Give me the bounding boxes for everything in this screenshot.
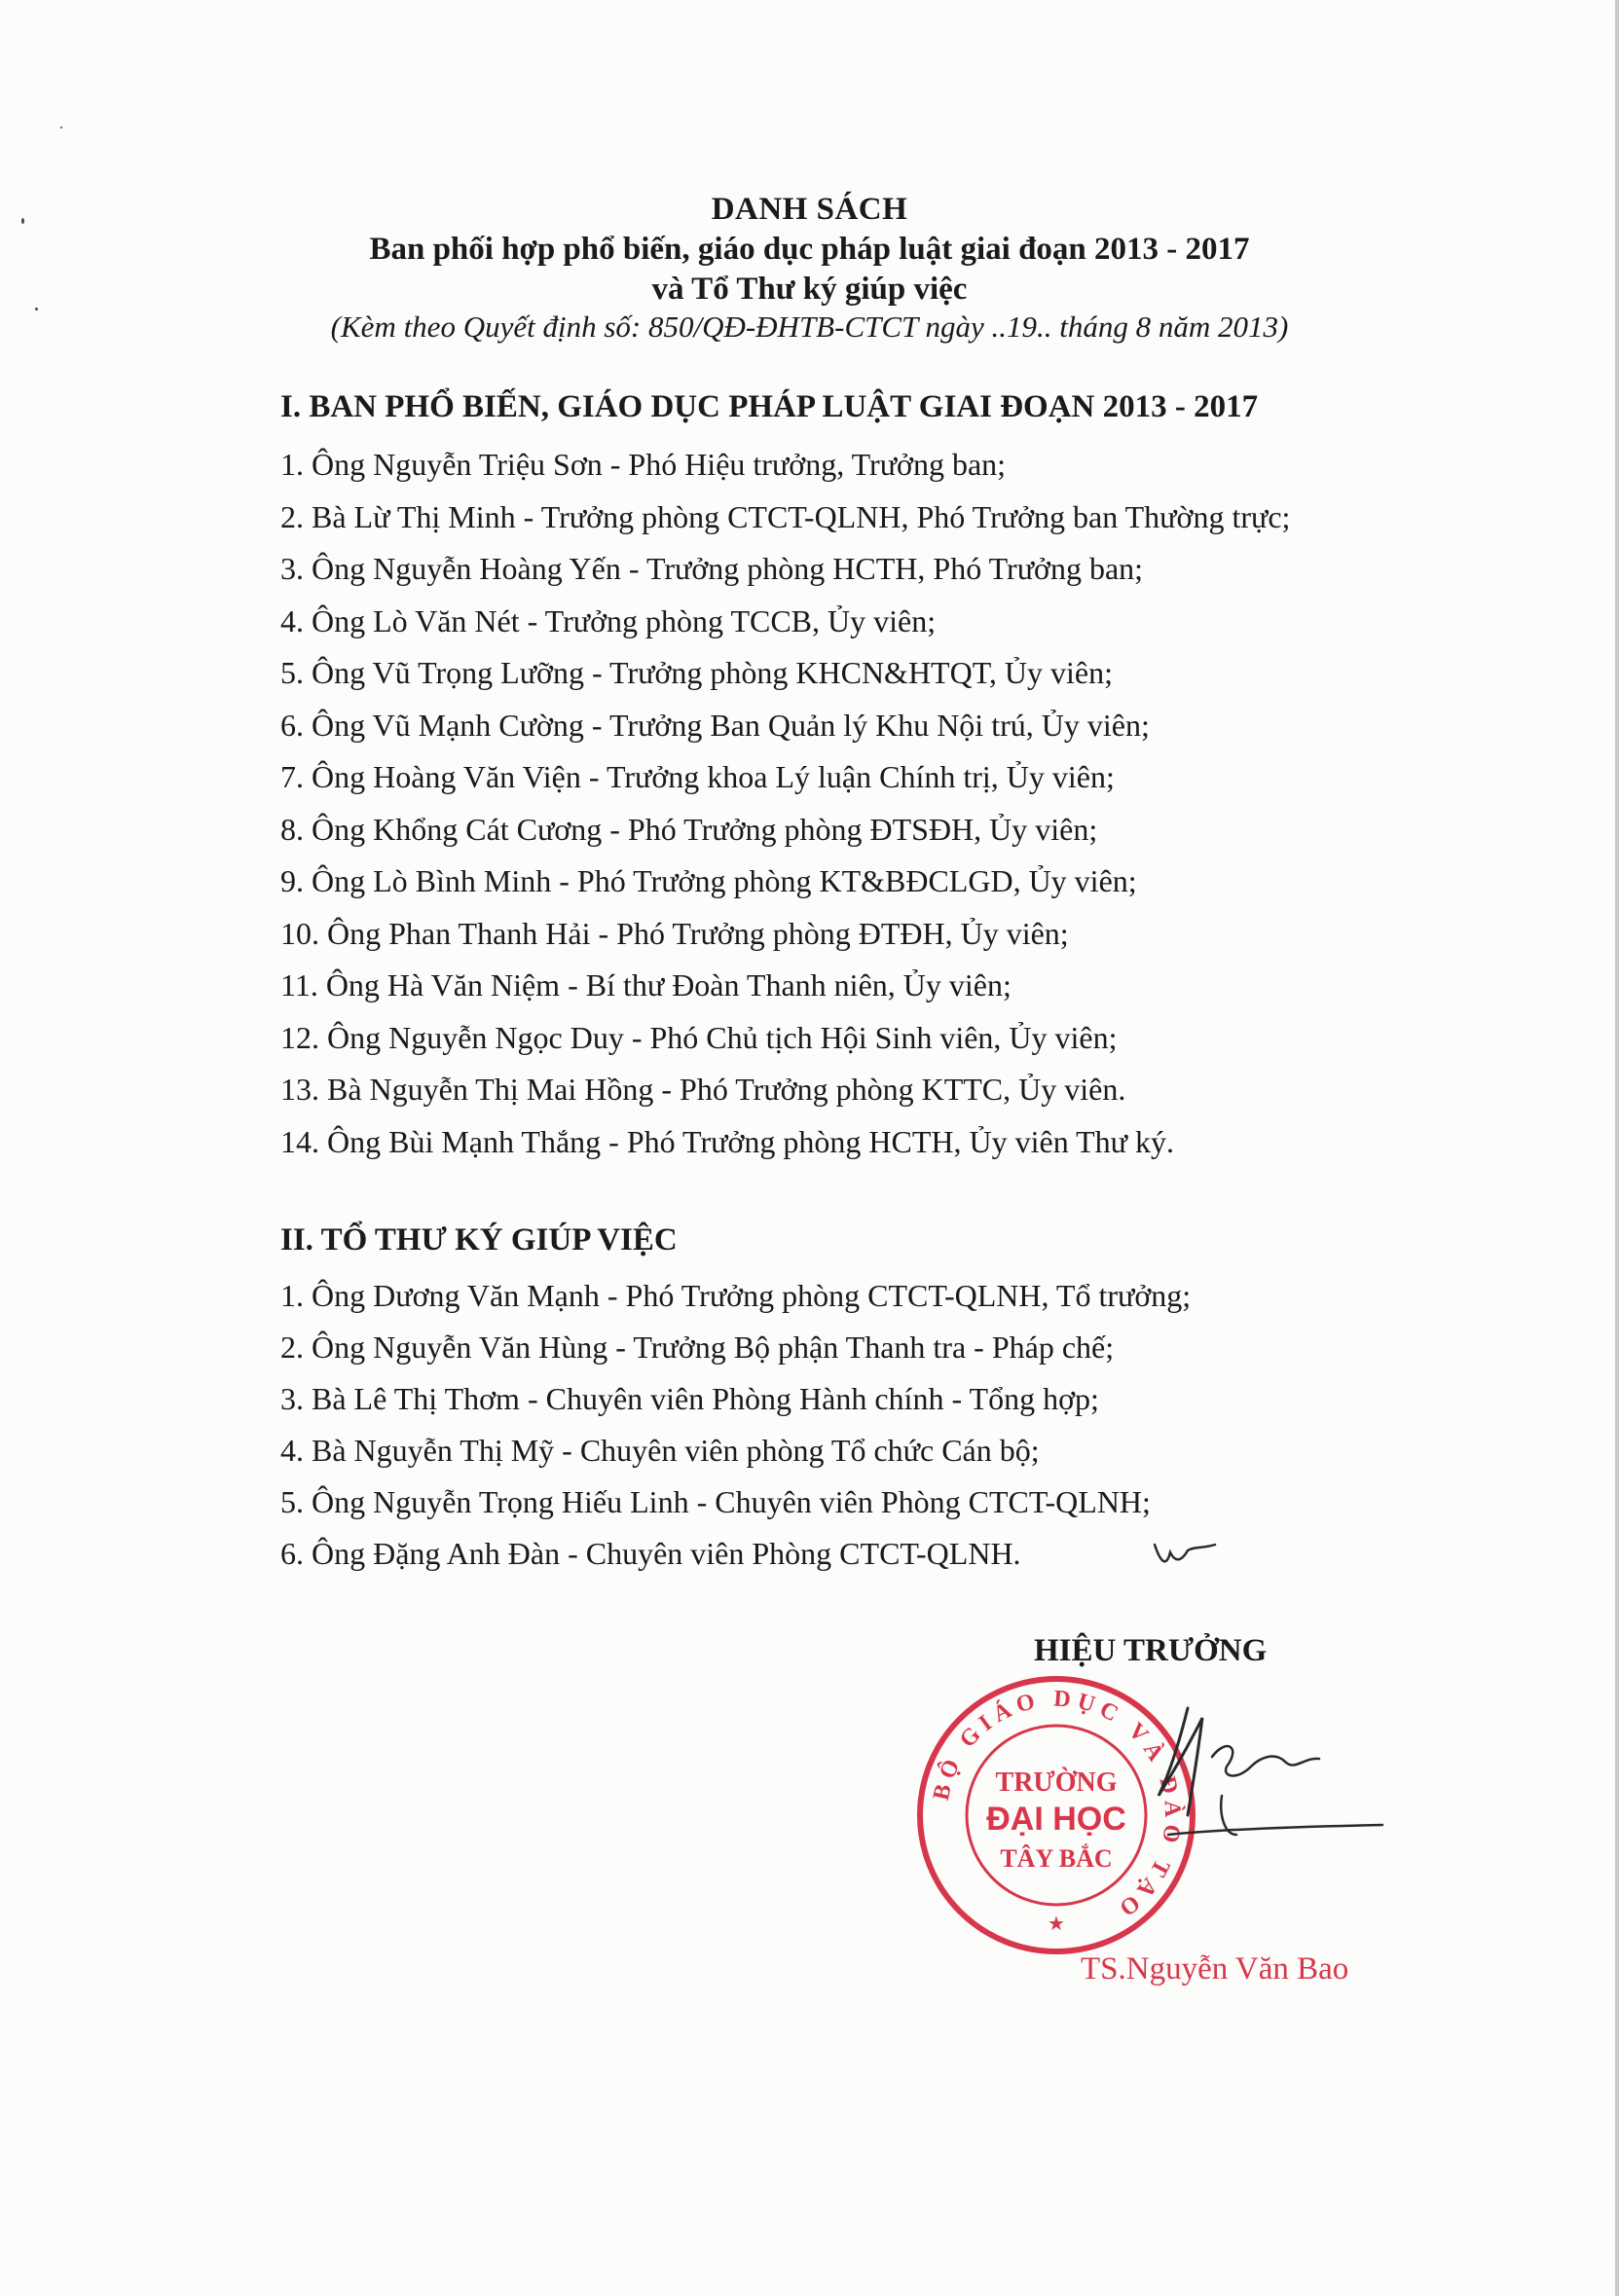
svg-text:★: ★ [1048, 1913, 1065, 1935]
list-item: 1. Ông Dương Văn Mạnh - Phó Trưởng phòng CTCT-QLNH, Tổ trưởng; [280, 1278, 1192, 1313]
list-item: 1. Ông Nguyễn Triệu Sơn - Phó Hiệu trưởng, Trưởng ban; [280, 447, 1007, 482]
initial-mark [1151, 1533, 1219, 1572]
svg-text:TÂY BẮC: TÂY BẮC [1000, 1844, 1113, 1873]
section-1-heading: I. BAN PHỔ BIẾN, GIÁO DỤC PHÁP LUẬT GIAI ĐOẠN 2013 - 2017 [280, 389, 1259, 424]
document-subtitle-2: và Tổ Thư ký giúp việc [651, 272, 968, 307]
list-item: 6. Ông Vũ Mạnh Cường - Trưởng Ban Quản lý Khu Nội trú, Ủy viên; [280, 707, 1150, 743]
signer-name: TS.Nguyễn Văn Bao [1081, 1951, 1349, 1986]
document-subtitle: Ban phối hợp phổ biến, giáo dục pháp luật giai đoạn 2013 - 2017 [369, 232, 1250, 267]
svg-text:BỘ GIÁO DỤC VÀ ĐÀO TẠO: BỘ GIÁO DỤC VÀ ĐÀO TẠO [928, 1686, 1186, 1925]
list-item: 7. Ông Hoàng Văn Viện - Trưởng khoa Lý luận Chính trị, Ủy viên; [280, 759, 1115, 794]
decision-note: (Kèm theo Quyết định số: 850/QĐ-ĐHTB-CTCT ngày ..19.. tháng 8 năm 2013) [330, 310, 1289, 344]
list-item: 14. Ông Bùi Mạnh Thắng - Phó Trưởng phòng HCTH, Ủy viên Thư ký. [280, 1123, 1175, 1159]
list-item: 12. Ông Nguyễn Ngọc Duy - Phó Chủ tịch Hội Sinh viên, Ủy viên; [280, 1019, 1118, 1055]
list-item: 9. Ông Lò Bình Minh - Phó Trưởng phòng KT&BĐCLGD, Ủy viên; [280, 863, 1137, 898]
list-item: 11. Ông Hà Văn Niệm - Bí thư Đoàn Thanh niên, Ủy viên; [280, 967, 1012, 1002]
list-item: 4. Ông Lò Văn Nét - Trưởng phòng TCCB, Ủy viên; [280, 602, 937, 638]
list-item: 13. Bà Nguyễn Thị Mai Hồng - Phó Trưởng phòng KTTC, Ủy viên. [280, 1072, 1126, 1107]
list-item: 10. Ông Phan Thanh Hải - Phó Trưởng phòng ĐTĐH, Ủy viên; [280, 915, 1069, 951]
list-item: 2. Bà Lừ Thị Minh - Trưởng phòng CTCT-QLNH, Phó Trưởng ban Thường trực; [280, 498, 1291, 534]
signatory-title: HIỆU TRƯỞNG [1034, 1633, 1268, 1668]
document-title: DANH SÁCH [711, 192, 908, 227]
section-2-list [280, 1270, 1191, 1580]
list-item: 5. Ông Vũ Trọng Lưỡng - Trưởng phòng KHCN&HTQT, Ủy viên; [280, 655, 1113, 690]
list-item: 6. Ông Đặng Anh Đàn - Chuyên viên Phòng CTCT-QLNH. [280, 1536, 1021, 1571]
list-item: 3. Ông Nguyễn Hoàng Yến - Trưởng phòng HCTH, Phó Trưởng ban; [280, 551, 1144, 586]
list-item: 8. Ông Khổng Cát Cương - Phó Trưởng phòng ĐTSĐH, Ủy viên; [280, 811, 1098, 847]
handwritten-signature [1129, 1689, 1392, 1864]
list-item: 3. Bà Lê Thị Thơm - Chuyên viên Phòng Hành chính - Tổng hợp; [280, 1381, 1099, 1416]
section-2-heading: II. TỔ THƯ KÝ GIÚP VIỆC [280, 1222, 678, 1257]
svg-text:ĐẠI HỌC: ĐẠI HỌC [986, 1801, 1126, 1838]
scan-speck [60, 127, 62, 128]
section-1-list [280, 439, 1290, 1168]
list-item: 4. Bà Nguyễn Thị Mỹ - Chuyên viên phòng Tổ chức Cán bộ; [280, 1433, 1040, 1468]
list-item: 2. Ông Nguyễn Văn Hùng - Trưởng Bộ phận Thanh tra - Pháp chế; [280, 1330, 1115, 1365]
list-item: 5. Ông Nguyễn Trọng Hiếu Linh - Chuyên viên Phòng CTCT-QLNH; [280, 1484, 1151, 1519]
svg-text:TRƯỜNG: TRƯỜNG [995, 1768, 1118, 1798]
